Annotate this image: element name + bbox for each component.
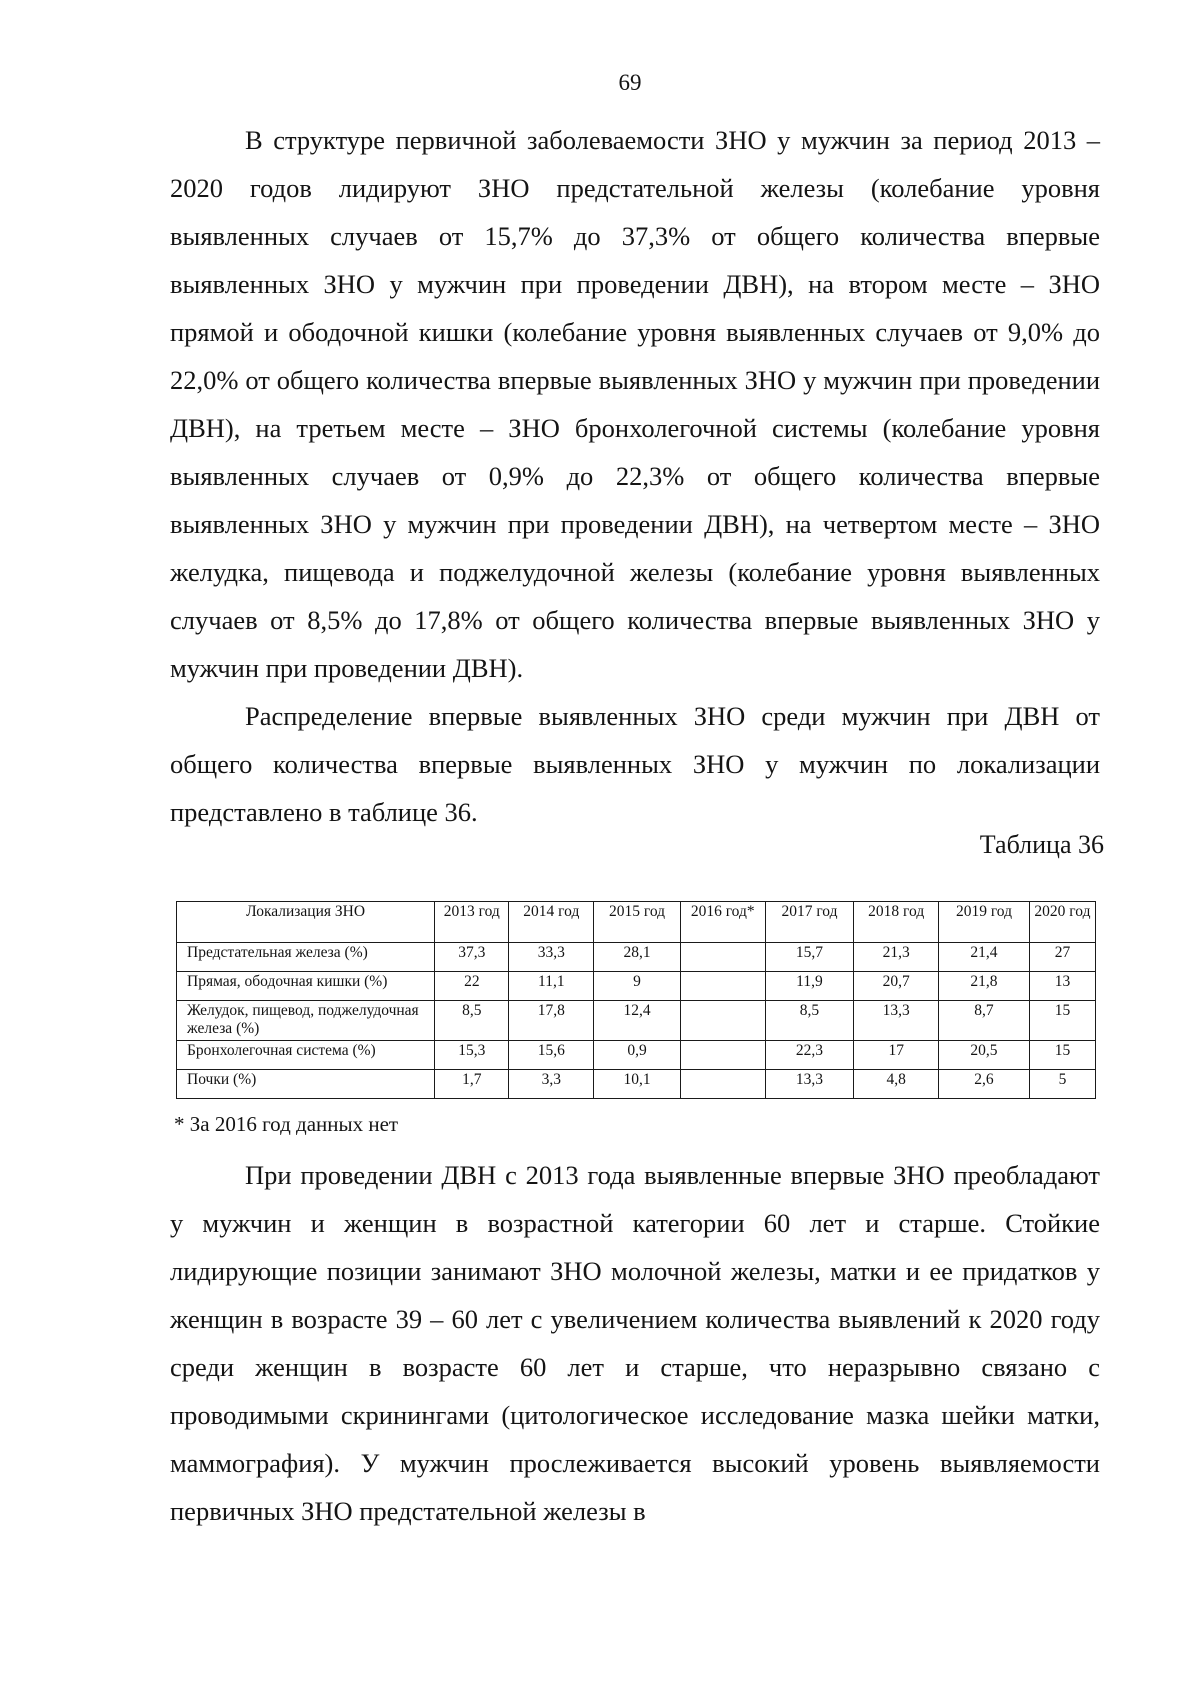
table-cell: 4,8 bbox=[854, 1070, 939, 1099]
table-cell: 8,5 bbox=[435, 1001, 509, 1041]
table-cell: 17 bbox=[854, 1041, 939, 1070]
table-cell: 5 bbox=[1029, 1070, 1095, 1099]
table-cell: 22,3 bbox=[765, 1041, 854, 1070]
header-2019: 2019 год bbox=[939, 902, 1030, 943]
paragraph-table-intro: Распределение впервые выявленных ЗНО среди мужчин при ДВН от общего количества впервые выявленных ЗНО у мужчин по локализации представлено в таблице 36. bbox=[170, 701, 1100, 827]
table-caption: Таблица 36 bbox=[979, 830, 1104, 859]
header-2020: 2020 год bbox=[1029, 902, 1095, 943]
table-cell: 2,6 bbox=[939, 1070, 1030, 1099]
header-2013: 2013 год bbox=[435, 902, 509, 943]
table-cell: 37,3 bbox=[435, 943, 509, 972]
table-row bbox=[177, 972, 1096, 1001]
table-cell: 9 bbox=[594, 972, 681, 1001]
table-cell: 15,7 bbox=[765, 943, 854, 972]
table-cell bbox=[680, 1070, 765, 1099]
table-cell: 33,3 bbox=[509, 943, 594, 972]
row-label: Предстательная железа (%) bbox=[177, 943, 435, 972]
table-header-row bbox=[177, 902, 1096, 943]
table-cell bbox=[680, 972, 765, 1001]
table-cell: 12,4 bbox=[594, 1001, 681, 1041]
table-cell: 20,7 bbox=[854, 972, 939, 1001]
table-cell bbox=[680, 1041, 765, 1070]
table-cell: 15 bbox=[1029, 1041, 1095, 1070]
table-cell: 15,3 bbox=[435, 1041, 509, 1070]
table-cell: 17,8 bbox=[509, 1001, 594, 1041]
table-cell: 10,1 bbox=[594, 1070, 681, 1099]
table-footnote: * За 2016 год данных нет bbox=[174, 1112, 399, 1136]
table-cell: 0,9 bbox=[594, 1041, 681, 1070]
header-2016: 2016 год* bbox=[680, 902, 765, 943]
table-cell: 20,5 bbox=[939, 1041, 1030, 1070]
table-cell: 13,3 bbox=[765, 1070, 854, 1099]
table-cell: 13,3 bbox=[854, 1001, 939, 1041]
incidence-table bbox=[176, 901, 1096, 1099]
table-cell: 13 bbox=[1029, 972, 1095, 1001]
table-cell: 27 bbox=[1029, 943, 1095, 972]
table-cell: 1,7 bbox=[435, 1070, 509, 1099]
row-label: Бронхолегочная система (%) bbox=[177, 1041, 435, 1070]
table-row bbox=[177, 1041, 1096, 1070]
table-cell: 8,5 bbox=[765, 1001, 854, 1041]
table-cell bbox=[680, 1001, 765, 1041]
paragraph-structure-incidence: В структуре первичной заболеваемости ЗНО у мужчин за период 2013 – 2020 годов лидируют ЗНО предстательной железы (колебание уровня выявленных случаев от 15,7% до 37,3% от общего количества впервые выявленных ЗНО у мужчин при проведении ДВН), на втором месте – ЗНО прямой и ободочной кишки (колебание уровня выявленных случаев от 9,0% до 22,0% от общего количества впервые выявленных ЗНО у мужчин при проведении ДВН), на третьем месте – ЗНО бронхолегочной системы (колебание уровня выявленных случаев от 0,9% до 22,3% от общего количества впервые выявленных ЗНО у мужчин при проведении ДВН), на четвертом месте – ЗНО желудка, пищевода и поджелудочной железы (колебание уровня выявленных случаев от 8,5% до 17,8% от общего количества впервые выявленных ЗНО у мужчин при проведении ДВН). bbox=[170, 125, 1100, 683]
table-cell: 15,6 bbox=[509, 1041, 594, 1070]
header-2015: 2015 год bbox=[594, 902, 681, 943]
header-2017: 2017 год bbox=[765, 902, 854, 943]
table-cell bbox=[680, 943, 765, 972]
table-cell: 11,1 bbox=[509, 972, 594, 1001]
table-row bbox=[177, 943, 1096, 972]
row-label: Прямая, ободочная кишки (%) bbox=[177, 972, 435, 1001]
table-cell: 22 bbox=[435, 972, 509, 1001]
header-location: Локализация ЗНО bbox=[177, 902, 435, 943]
row-label: Почки (%) bbox=[177, 1070, 435, 1099]
table-cell: 28,1 bbox=[594, 943, 681, 972]
table-cell: 21,8 bbox=[939, 972, 1030, 1001]
header-2014: 2014 год bbox=[509, 902, 594, 943]
table-cell: 8,7 bbox=[939, 1001, 1030, 1041]
table-row bbox=[177, 1070, 1096, 1099]
table-cell: 11,9 bbox=[765, 972, 854, 1001]
page-number: 69 bbox=[618, 70, 642, 95]
row-label: Желудок, пищевод, поджелудочная железа (%) bbox=[177, 1001, 435, 1041]
header-2018: 2018 год bbox=[854, 902, 939, 943]
table-cell: 21,4 bbox=[939, 943, 1030, 972]
paragraph-age-categories: При проведении ДВН с 2013 года выявленные впервые ЗНО преобладают у мужчин и женщин в возрастной категории 60 лет и старше. Стойкие лидирующие позиции занимают ЗНО молочной железы, матки и ее придатков у женщин в возрасте 39 – 60 лет с увеличением количества выявлений к 2020 году среди женщин в возрасте 60 лет и старше, что неразрывно связано с проводимыми скринингами (цитологическое исследование мазка шейки матки, маммография). У мужчин прослеживается высокий уровень выявляемости первичных ЗНО предстательной железы в bbox=[170, 1160, 1100, 1526]
table-cell: 15 bbox=[1029, 1001, 1095, 1041]
table-cell: 3,3 bbox=[509, 1070, 594, 1099]
table-cell: 21,3 bbox=[854, 943, 939, 972]
table-row bbox=[177, 1001, 1096, 1041]
